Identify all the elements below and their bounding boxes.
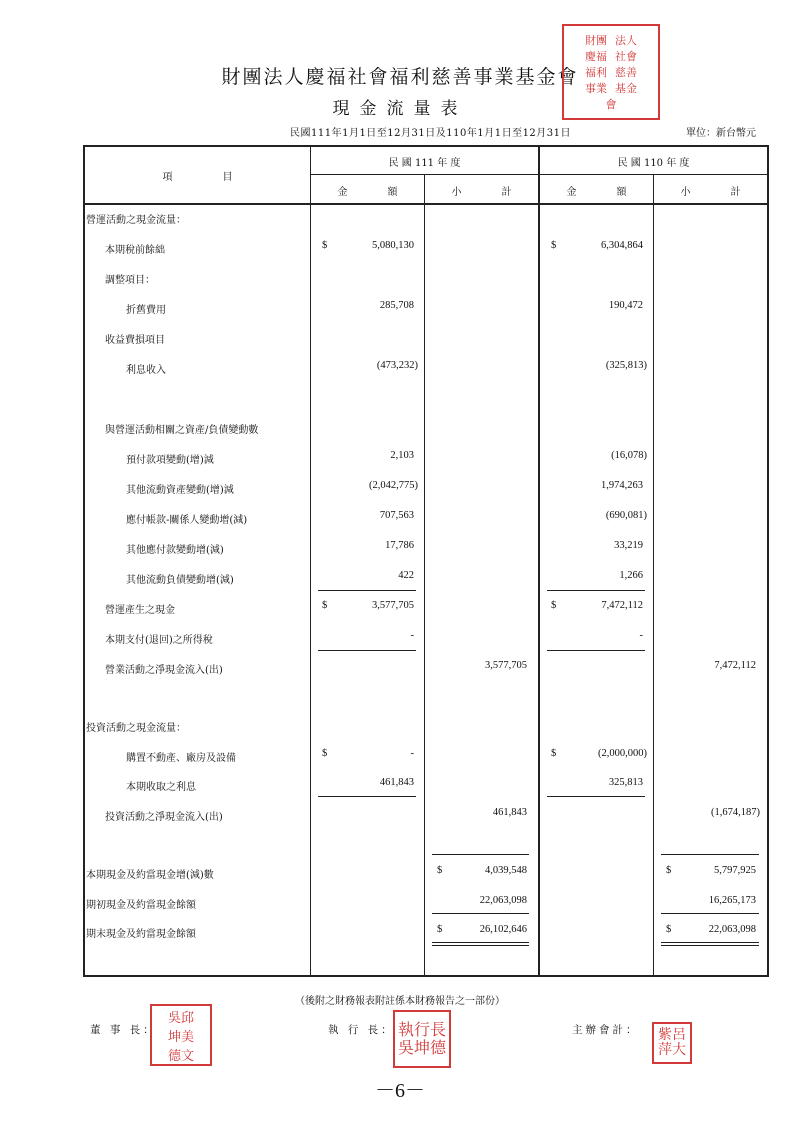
dollar-sign: $ bbox=[437, 865, 443, 876]
value-ppe-111: - bbox=[410, 748, 414, 759]
row-adjustments: 調整項目： bbox=[105, 275, 155, 286]
value-ap-111: 707,563 bbox=[379, 510, 414, 521]
column-header-item: 項 目 bbox=[162, 172, 233, 183]
chairman-label: 董 事 長： bbox=[90, 1024, 157, 1036]
row-ap-related: 應付帳款-關係人變動增(減) bbox=[126, 515, 248, 526]
executive-label: 執 行 長： bbox=[328, 1024, 395, 1036]
double-rule bbox=[432, 945, 529, 946]
row-net-change: 本期現金及約當現金增(減)數 bbox=[86, 870, 214, 881]
value-intrec-110: 325,813 bbox=[608, 777, 643, 788]
column-header-111: 民 國 111 年 度 bbox=[388, 158, 461, 169]
value-oca-111: (2,042,775) bbox=[369, 480, 418, 491]
value-begin-110: 16,265,173 bbox=[708, 895, 756, 906]
dollar-sign: $ bbox=[666, 924, 672, 935]
dollar-sign: $ bbox=[551, 748, 557, 759]
value-ocl-110: 1,266 bbox=[619, 570, 643, 581]
row-ppe-purchase: 購置不動產、廠房及設備 bbox=[126, 753, 236, 764]
row-prepaid: 預付款項變動(增)減 bbox=[126, 455, 214, 466]
subtotal-rule bbox=[547, 590, 645, 591]
value-intrec-111: 461,843 bbox=[379, 777, 414, 788]
row-income-loss-items: 收益費損項目 bbox=[105, 335, 165, 346]
column-header-110: 民 國 110 年 度 bbox=[617, 158, 690, 169]
column-header-amount-110: 金 額 bbox=[566, 187, 627, 198]
report-org-title: 財團法人慶福社會福利慈善事業基金會 bbox=[221, 66, 579, 88]
subtotal-rule bbox=[547, 796, 645, 797]
row-pretax: 本期稅前餘絀 bbox=[105, 245, 165, 256]
dollar-sign: $ bbox=[666, 865, 672, 876]
value-prepaid-111: 2,103 bbox=[390, 450, 414, 461]
value-ocl-111: 422 bbox=[398, 570, 414, 581]
value-pretax-110: 6,304,864 bbox=[601, 240, 643, 251]
value-end-111: 26,102,646 bbox=[479, 924, 527, 935]
double-rule bbox=[661, 942, 759, 943]
value-ppe-110: (2,000,000) bbox=[598, 748, 647, 759]
dollar-sign: $ bbox=[437, 924, 443, 935]
accountant-seal: 紫呂 萍大 bbox=[652, 1022, 692, 1064]
section-operating: 營運活動之現金流量： bbox=[86, 215, 186, 226]
accountant-label: 主辦會計： bbox=[572, 1024, 640, 1036]
dollar-sign: $ bbox=[322, 240, 328, 251]
value-netchg-111: 4,039,548 bbox=[485, 865, 527, 876]
value-depr-110: 190,472 bbox=[608, 300, 643, 311]
row-other-current-liabilities: 其他流動負債變動增(減) bbox=[126, 575, 234, 586]
row-ending-balance: 期末現金及約當現金餘額 bbox=[86, 929, 196, 940]
subtotal-rule bbox=[318, 650, 416, 651]
subtotal-rule bbox=[318, 590, 416, 591]
chairman-seal: 吳邱 坤美 德文 bbox=[150, 1004, 212, 1066]
total-rule bbox=[432, 913, 529, 914]
value-invnet-110: (1,674,187) bbox=[711, 807, 760, 818]
foundation-seal: 財團 法人 慶福 社會 福利 慈善 事業 基金 會 bbox=[562, 24, 660, 120]
value-opnet-110: 7,472,112 bbox=[714, 660, 756, 671]
total-rule bbox=[661, 913, 759, 914]
value-tax-110: - bbox=[639, 630, 643, 641]
dollar-sign: $ bbox=[551, 600, 557, 611]
row-depreciation: 折舊費用 bbox=[126, 305, 166, 316]
value-opnet-111: 3,577,705 bbox=[485, 660, 527, 671]
double-rule bbox=[661, 945, 759, 946]
subtotal-rule bbox=[318, 796, 416, 797]
subtotal-rule bbox=[547, 650, 645, 651]
row-income-tax: 本期支付(退回)之所得稅 bbox=[105, 635, 213, 646]
dollar-sign: $ bbox=[322, 748, 328, 759]
value-oca-110: 1,974,263 bbox=[601, 480, 643, 491]
report-subtitle: 現金流量表 bbox=[332, 99, 468, 119]
section-investing: 投資活動之現金流量： bbox=[86, 723, 186, 734]
page-number: －6－ bbox=[375, 1080, 425, 1102]
value-ap-110: (690,081) bbox=[605, 510, 647, 521]
value-opcash-111: 3,577,705 bbox=[372, 600, 414, 611]
total-rule bbox=[432, 854, 529, 855]
value-opcash-110: 7,472,112 bbox=[601, 600, 643, 611]
value-other-payables-110: 33,219 bbox=[614, 540, 643, 551]
value-netchg-110: 5,797,925 bbox=[714, 865, 756, 876]
value-prepaid-110: (16,078) bbox=[611, 450, 647, 461]
column-header-amount-111: 金 額 bbox=[337, 187, 398, 198]
value-tax-111: - bbox=[410, 630, 414, 641]
row-investing-net: 投資活動之淨現金流入(出) bbox=[105, 812, 223, 823]
value-pretax-111: 5,080,130 bbox=[372, 240, 414, 251]
dollar-sign: $ bbox=[322, 600, 328, 611]
footnote: （後附之財務報表附註係本財務報告之一部份） bbox=[295, 996, 505, 1007]
value-end-110: 22,063,098 bbox=[708, 924, 756, 935]
executive-seal: 執行長 吳坤德 bbox=[393, 1010, 451, 1068]
value-begin-111: 22,063,098 bbox=[479, 895, 527, 906]
row-interest-received: 本期收取之利息 bbox=[126, 782, 196, 793]
row-asset-liability-changes: 與營運活動相關之資產/負債變動數 bbox=[105, 425, 259, 436]
row-other-current-assets: 其他流動資產變動(增)減 bbox=[126, 485, 234, 496]
double-rule bbox=[432, 942, 529, 943]
row-interest-income: 利息收入 bbox=[126, 365, 166, 376]
total-rule bbox=[661, 854, 759, 855]
report-period: 民國111年1月1日至12月31日及110年1月1日至12月31日 bbox=[290, 128, 572, 139]
value-depr-111: 285,708 bbox=[379, 300, 414, 311]
row-operating-cash: 營運產生之現金 bbox=[105, 605, 175, 616]
row-operating-net: 營業活動之淨現金流入(出) bbox=[105, 665, 223, 676]
value-invnet-111: 461,843 bbox=[492, 807, 527, 818]
currency-unit: 單位：新台幣元 bbox=[686, 128, 756, 139]
column-header-subtotal-110: 小 計 bbox=[680, 187, 741, 198]
dollar-sign: $ bbox=[551, 240, 557, 251]
value-interest-110: (325,813) bbox=[605, 360, 647, 371]
value-interest-111: (473,232) bbox=[376, 360, 418, 371]
column-header-subtotal-111: 小 計 bbox=[451, 187, 512, 198]
row-other-payables: 其他應付款變動增(減) bbox=[126, 545, 224, 556]
value-other-payables-111: 17,786 bbox=[385, 540, 414, 551]
row-beginning-balance: 期初現金及約當現金餘額 bbox=[86, 900, 196, 911]
